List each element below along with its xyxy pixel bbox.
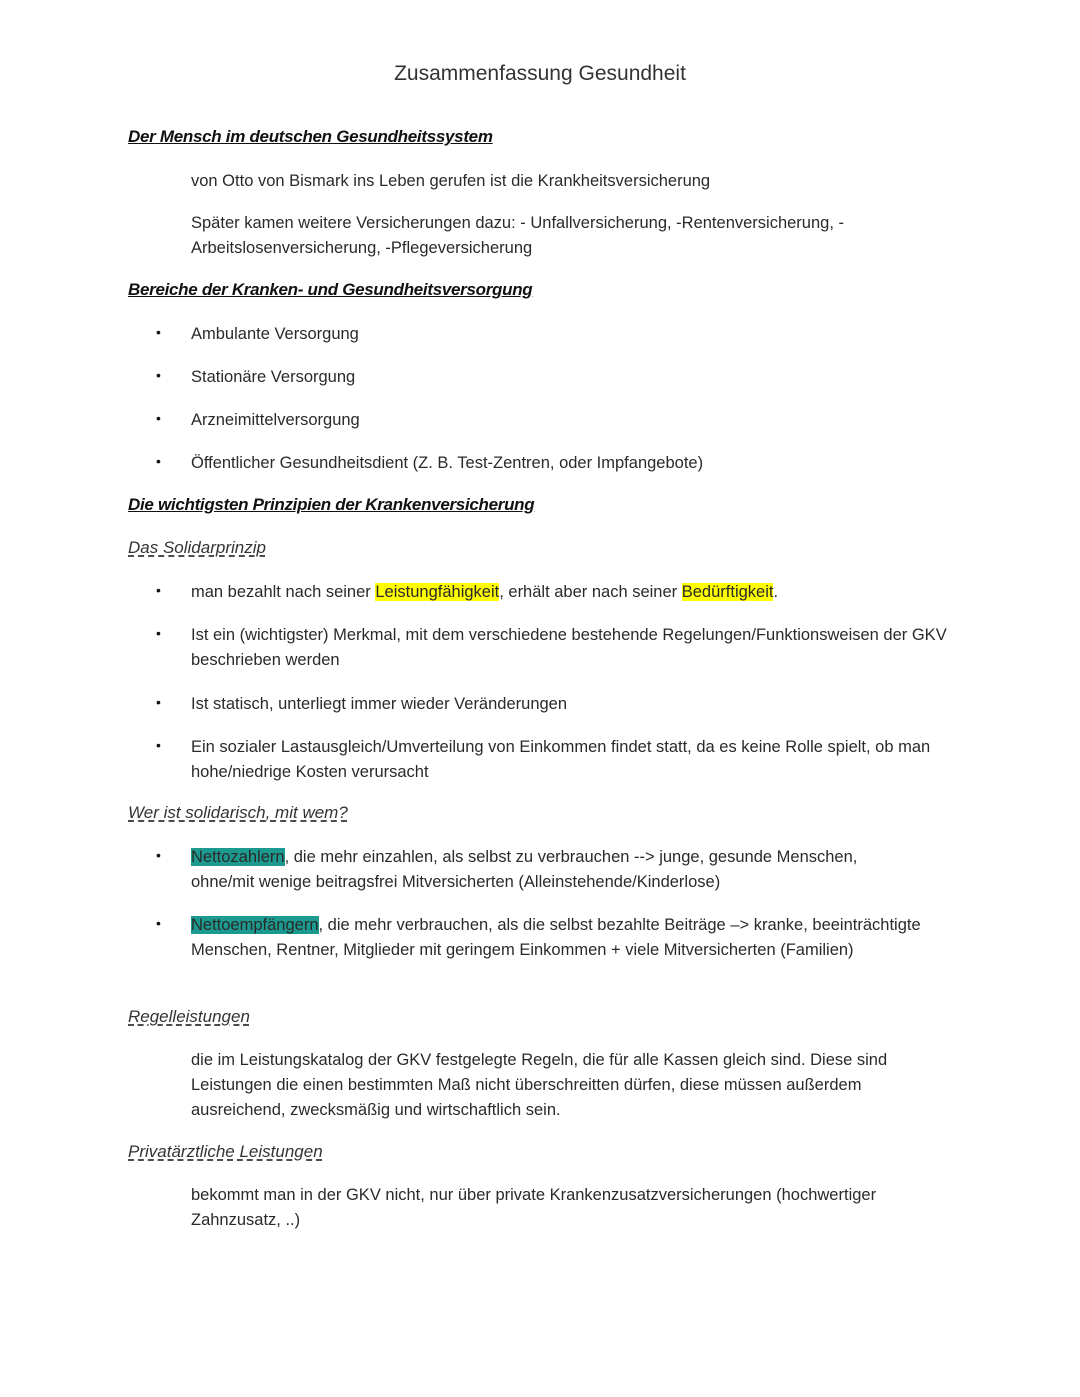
text-segment: , die mehr verbrauchen, als die selbst bezahlte Beiträge –> kranke, beeinträchtigte Menschen, Rentner, Mitglieder mit geringem Einkommen + viele Mitversicherten (Familien) <box>191 916 921 959</box>
text-segment: . <box>773 583 779 601</box>
section-heading-bereiche: Bereiche der Kranken- und Gesundheitsversorgung <box>128 280 533 299</box>
bullet-marker: • <box>156 737 161 753</box>
list-item-oeffentlich: Öffentlicher Gesundheitsdient (Z. B. Test-Zentren, oder Impfangebote) <box>191 454 704 472</box>
list-item-merkmal: Ist ein (wichtigster) Merkmal, mit dem verschiedene bestehende Regelungen/Funktionsweisen der GKV beschrieben werden <box>191 626 947 669</box>
list-item-nettoempfaenger <box>191 913 951 963</box>
list-item-arzneimittel: Arzneimittelversorgung <box>191 411 360 429</box>
bullet-marker: • <box>156 367 161 383</box>
paragraph-privataerztlich: bekommt man in der GKV nicht, nur über private Krankenzusatzversicherungen (hochwertiger Zahnzusatz, ..) <box>191 1186 877 1229</box>
list-item-ambulant: Ambulante Versorgung <box>191 325 359 343</box>
list-item-statisch: Ist statisch, unterliegt immer wieder Veränderungen <box>191 695 568 713</box>
list-item-lastausgleich: Ein sozialer Lastausgleich/Umverteilung von Einkommen findet statt, da es keine Rolle spielt, ob man hohe/niedrige Kosten verursacht <box>191 738 931 781</box>
subheading-regelleistungen: Regelleistungen <box>128 1007 250 1026</box>
paragraph-bismarck: von Otto von Bismark ins Leben gerufen ist die Krankheitsversicherung <box>191 172 711 190</box>
highlight-nettoempfaengern: Nettoempfängern <box>191 916 319 934</box>
bullet-marker: • <box>156 582 161 598</box>
document-title: Zusammenfassung Gesundheit <box>394 62 686 85</box>
subheading-privataerztlich: Privatärztliche Leistungen <box>128 1142 323 1161</box>
paragraph-versicherungen: Später kamen weitere Versicherungen dazu: - Unfallversicherung, -Rentenversicherung, - Arbeitslosenversicherung, -Pflegeversicherung <box>191 214 844 257</box>
list-item-stationaer: Stationäre Versorgung <box>191 368 356 386</box>
highlight-nettozahlern: Nettozahlern <box>191 848 285 866</box>
subheading-solidarisch: Wer ist solidarisch, mit wem? <box>128 803 348 822</box>
bullet-marker: • <box>156 694 161 710</box>
bullet-marker: • <box>156 453 161 469</box>
paragraph-regelleistungen: die im Leistungskatalog der GKV festgelegte Regeln, die für alle Kassen gleich sind. Diese sind Leistungen die einen bestimmten Maß nicht überschreitten dürfen, diese müssen außerdem ausreichend, zwecksmäßig und wirtschaftlich sein. <box>191 1051 888 1119</box>
section-heading-gesundheitssystem: Der Mensch im deutschen Gesundheitssystem <box>128 127 493 146</box>
highlight-leistungfaehigkeit: Leistungfähigkeit <box>375 583 500 601</box>
bullet-marker: • <box>156 625 161 641</box>
bullet-marker: • <box>156 847 161 863</box>
text-segment: , erhält aber nach seiner <box>499 583 682 601</box>
list-item-leistungsfaehigkeit <box>191 580 951 605</box>
list-item-nettozahler <box>191 845 911 895</box>
bullet-marker: • <box>156 324 161 340</box>
text-segment: man bezahlt nach seiner <box>191 583 376 601</box>
bullet-marker: • <box>156 410 161 426</box>
section-heading-prinzipien: Die wichtigsten Prinzipien der Krankenversicherung <box>128 495 535 514</box>
subheading-solidarprinzip: Das Solidarprinzip <box>128 538 266 557</box>
text-segment: , die mehr einzahlen, als selbst zu verbrauchen --> junge, gesunde Menschen, ohne/mit wenige beitragsfrei Mitversicherten (Alleinstehende/Kinderlose) <box>191 848 858 891</box>
bullet-marker: • <box>156 915 161 931</box>
highlight-beduerftigkeit: Bedürftigkeit <box>681 583 774 601</box>
